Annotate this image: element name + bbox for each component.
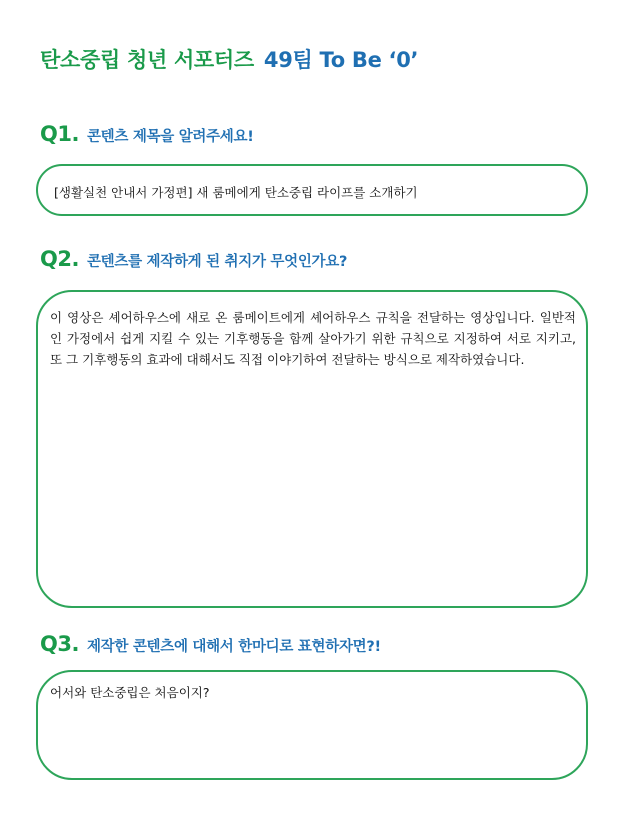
question-2-heading (40, 247, 347, 271)
question-3-text: 제작한 콘텐츠에 대해서 한마디로 표현하자면?! (86, 639, 381, 655)
answer-1-text: [생활실천 안내서 가정편] 새 룸메에게 탄소중립 라이프를 소개하기 (54, 185, 418, 200)
question-1-heading (40, 122, 254, 146)
question-2-number: Q2. (40, 247, 79, 271)
page-title-main: 탄소중립 청년 서포터즈 (40, 48, 254, 72)
question-1-text: 콘텐츠 제목을 알려주세요! (86, 129, 254, 145)
question-1-number: Q1. (40, 122, 79, 146)
question-3-heading (40, 632, 381, 656)
answer-3-text: 어서와 탄소중립은 처음이지? (50, 685, 210, 700)
question-2-text: 콘텐츠를 제작하게 된 취지가 무엇인가요? (86, 254, 348, 270)
question-3-number: Q3. (40, 632, 79, 656)
page-title-team: 49팀 To Be ‘0’ (263, 48, 419, 72)
answer-2-text: 이 영상은 셰어하우스에 새로 온 룸메이트에게 셰어하우스 규칙을 전달하는 영상입니다. 일반적인 가정에서 쉽게 지킬 수 있는 기후행동을 함께 살아가기 위한 규칙으로 지정하여 서로 지키고, 또 그 기후행동의 효과에 대해서도 직접 이야기하여 전달하는 방식으로 제작하였습니다. (50, 310, 576, 367)
page-title (40, 44, 418, 74)
